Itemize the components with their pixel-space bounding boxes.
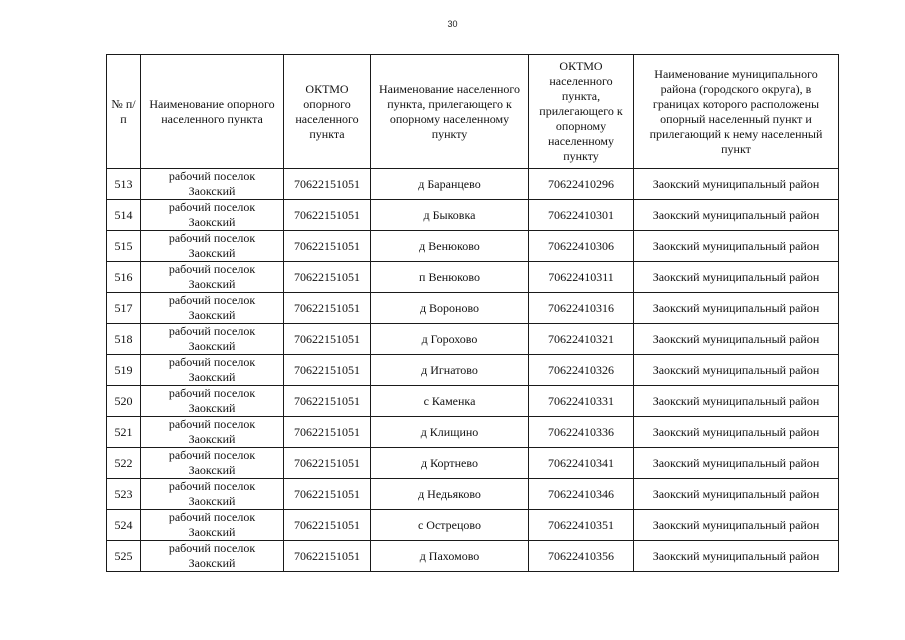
header-adjacent-oktmo: ОКТМО населенного пункта, прилегающего к опорному населенному пункту [529,55,634,169]
base-settlement-name [141,386,284,417]
header-num: № п/п [107,55,141,169]
municipality-name: Заокский муниципальный район [634,231,839,262]
base-settlement-name [141,417,284,448]
municipality-name: Заокский муниципальный район [634,417,839,448]
base-settlement-type: рабочий поселок [168,200,256,214]
table-row [107,541,839,572]
base-oktmo: 70622151051 [284,479,371,510]
base-settlement-type: рабочий поселок [168,324,256,338]
municipality-name: Заокский муниципальный район [634,510,839,541]
adjacent-settlement-name: д Игнатово [371,355,529,386]
adjacent-oktmo: 70622410331 [529,386,634,417]
base-oktmo: 70622151051 [284,200,371,231]
base-settlement-type: рабочий поселок [168,541,256,555]
base-settlement-type: рабочий поселок [168,417,256,431]
base-oktmo: 70622151051 [284,355,371,386]
base-settlement-name [141,510,284,541]
adjacent-oktmo: 70622410336 [529,417,634,448]
base-settlement-name [141,541,284,572]
base-oktmo: 70622151051 [284,386,371,417]
base-settlement-type: рабочий поселок [168,448,256,462]
header-base-oktmo: ОКТМО опорного населенного пункта [284,55,371,169]
table-row [107,324,839,355]
table-body [107,169,839,572]
base-settlement-title: Заокский [188,277,236,291]
adjacent-oktmo: 70622410296 [529,169,634,200]
adjacent-settlement-name: д Кортнево [371,448,529,479]
table-row [107,293,839,324]
adjacent-settlement-name: п Венюково [371,262,529,293]
row-number: 516 [107,262,141,293]
adjacent-oktmo: 70622410356 [529,541,634,572]
base-settlement-title: Заокский [188,308,236,322]
municipality-name: Заокский муниципальный район [634,355,839,386]
base-settlement-title: Заокский [188,246,236,260]
adjacent-settlement-name: д Вороново [371,293,529,324]
base-oktmo: 70622151051 [284,231,371,262]
adjacent-settlement-name: д Недьяково [371,479,529,510]
municipality-name: Заокский муниципальный район [634,293,839,324]
adjacent-oktmo: 70622410341 [529,448,634,479]
base-settlement-title: Заокский [188,339,236,353]
header-municipality: Наименование муниципального района (городского округа), в границах которого расположены опорный населенный пункт и прилегающий к нему населенный пункт [634,55,839,169]
base-settlement-type: рабочий поселок [168,169,256,183]
base-settlement-type: рабочий поселок [168,355,256,369]
municipality-name: Заокский муниципальный район [634,541,839,572]
base-settlement-title: Заокский [188,432,236,446]
base-settlement-title: Заокский [188,215,236,229]
base-oktmo: 70622151051 [284,510,371,541]
adjacent-oktmo: 70622410351 [529,510,634,541]
base-settlement-type: рабочий поселок [168,386,256,400]
base-settlement-title: Заокский [188,370,236,384]
table-row [107,417,839,448]
base-settlement-name [141,479,284,510]
municipality-name: Заокский муниципальный район [634,324,839,355]
base-oktmo: 70622151051 [284,324,371,355]
base-settlement-title: Заокский [188,494,236,508]
row-number: 525 [107,541,141,572]
base-oktmo: 70622151051 [284,262,371,293]
adjacent-oktmo: 70622410346 [529,479,634,510]
row-number: 524 [107,510,141,541]
base-settlement-title: Заокский [188,184,236,198]
base-settlement-type: рабочий поселок [168,479,256,493]
adjacent-oktmo: 70622410321 [529,324,634,355]
row-number: 517 [107,293,141,324]
municipality-name: Заокский муниципальный район [634,386,839,417]
municipality-name: Заокский муниципальный район [634,262,839,293]
adjacent-oktmo: 70622410326 [529,355,634,386]
adjacent-oktmo: 70622410306 [529,231,634,262]
base-settlement-name [141,262,284,293]
base-oktmo: 70622151051 [284,448,371,479]
table-row [107,510,839,541]
table-row [107,169,839,200]
row-number: 522 [107,448,141,479]
base-settlement-type: рабочий поселок [168,231,256,245]
base-settlement-name [141,293,284,324]
base-settlement-title: Заокский [188,556,236,570]
header-base-name: Наименование опорного населенного пункта [141,55,284,169]
municipality-name: Заокский муниципальный район [634,448,839,479]
table-row [107,231,839,262]
adjacent-settlement-name: с Острецово [371,510,529,541]
base-settlement-title: Заокский [188,525,236,539]
base-oktmo: 70622151051 [284,541,371,572]
base-oktmo: 70622151051 [284,169,371,200]
row-number: 518 [107,324,141,355]
row-number: 521 [107,417,141,448]
adjacent-oktmo: 70622410301 [529,200,634,231]
settlements-table [106,54,839,572]
row-number: 519 [107,355,141,386]
table-row [107,262,839,293]
table-row [107,479,839,510]
base-oktmo: 70622151051 [284,417,371,448]
base-settlement-type: рабочий поселок [168,510,256,524]
table-row [107,200,839,231]
base-settlement-name [141,324,284,355]
base-settlement-name [141,448,284,479]
base-settlement-title: Заокский [188,401,236,415]
adjacent-settlement-name: д Горохово [371,324,529,355]
page-number: 30 [447,19,458,29]
base-settlement-title: Заокский [188,463,236,477]
adjacent-settlement-name: д Быковка [371,200,529,231]
table-row [107,386,839,417]
table-header [107,55,839,169]
header-adjacent-name: Наименование населенного пункта, прилегающего к опорному населенному пункту [371,55,529,169]
row-number: 520 [107,386,141,417]
base-settlement-type: рабочий поселок [168,293,256,307]
row-number: 523 [107,479,141,510]
header-row [107,55,839,169]
adjacent-settlement-name: с Каменка [371,386,529,417]
table-row [107,448,839,479]
adjacent-oktmo: 70622410311 [529,262,634,293]
base-oktmo: 70622151051 [284,293,371,324]
base-settlement-name [141,200,284,231]
municipality-name: Заокский муниципальный район [634,169,839,200]
base-settlement-name [141,355,284,386]
adjacent-settlement-name: д Венюково [371,231,529,262]
municipality-name: Заокский муниципальный район [634,200,839,231]
adjacent-settlement-name: д Клищино [371,417,529,448]
row-number: 515 [107,231,141,262]
table-row [107,355,839,386]
row-number: 514 [107,200,141,231]
base-settlement-type: рабочий поселок [168,262,256,276]
adjacent-settlement-name: д Баранцево [371,169,529,200]
base-settlement-name [141,231,284,262]
municipality-name: Заокский муниципальный район [634,479,839,510]
row-number: 513 [107,169,141,200]
adjacent-oktmo: 70622410316 [529,293,634,324]
adjacent-settlement-name: д Пахомово [371,541,529,572]
base-settlement-name [141,169,284,200]
